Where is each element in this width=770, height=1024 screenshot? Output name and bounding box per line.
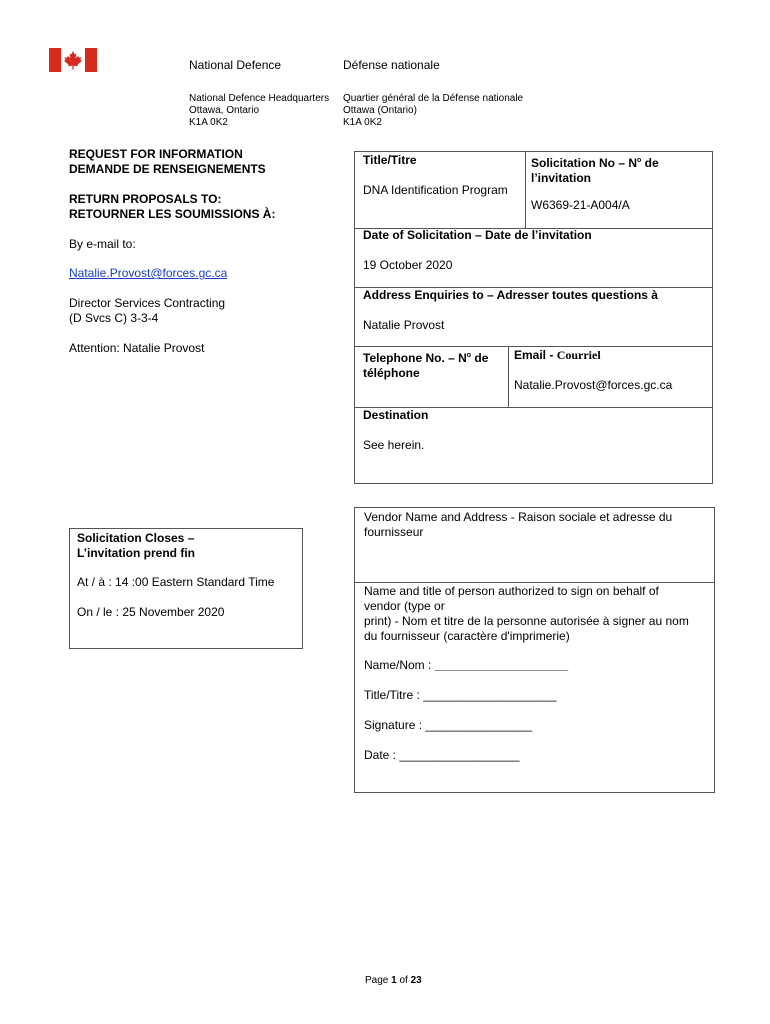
enquiries-label: Address Enquiries to – Adresser toutes questions à (363, 288, 658, 302)
closes-label-fr: L’invitation prend fin (77, 546, 195, 560)
page-total: 23 (410, 975, 422, 986)
sol-label-sup: o (637, 157, 642, 164)
page-number (365, 975, 422, 987)
date-field[interactable]: Date : __________________ (364, 748, 520, 762)
rfi-heading (69, 147, 266, 177)
auth-label-line: du fournisseur (caractère d'imprimerie) (364, 629, 570, 643)
title-value: DNA Identification Program (363, 183, 508, 197)
tel-label-part: de (471, 351, 489, 365)
page-prefix: Page (365, 975, 392, 986)
director-line: Director Services Contracting (69, 296, 226, 310)
closing-time: At / à : 14 :00 Eastern Standard Time (77, 575, 275, 589)
solicitation-date-label: Date of Solicitation – Date de l’invitation (363, 228, 592, 242)
table-divider (508, 346, 509, 408)
return-proposals-heading (69, 192, 275, 222)
table-divider (354, 346, 713, 347)
sol-label-part: l’invitation (531, 171, 591, 185)
address-fr-line: K1A 0K2 (343, 117, 382, 128)
department-name-fr: Défense nationale (343, 58, 440, 72)
sol-label-part: Solicitation No – N (531, 156, 638, 170)
closing-date: On / le : 25 November 2020 (77, 605, 225, 619)
email-value: Natalie.Provost@forces.gc.ca (514, 378, 673, 392)
authorized-person-label (364, 584, 689, 644)
destination-label: Destination (363, 408, 429, 422)
by-email-label: By e-mail to: (69, 237, 136, 251)
signature-field[interactable]: Signature : ________________ (364, 718, 533, 732)
address-en-line: Ottawa, Ontario (189, 105, 260, 116)
solicitation-date-value: 19 October 2020 (363, 258, 453, 272)
return-heading-fr: RETOURNER LES SOUMISSIONS À: (69, 207, 276, 221)
vendor-label-line: fournisseur (364, 525, 424, 539)
name-field[interactable] (364, 658, 568, 673)
title-label: Title/Titre (363, 153, 417, 167)
auth-label-line: Name and title of person authorized to sign on behalf of (364, 584, 659, 598)
address-en-line: K1A 0K2 (189, 117, 228, 128)
address-en (189, 93, 329, 129)
enquiries-value: Natalie Provost (363, 318, 445, 332)
closes-label-en: Solicitation Closes – (77, 531, 195, 545)
address-fr (343, 93, 523, 129)
email-label-en: Email - (514, 348, 557, 362)
tel-label-part: téléphone (363, 366, 420, 380)
name-field-blank: ____________________ (434, 658, 569, 672)
contact-email-link[interactable]: Natalie.Provost@forces.gc.ca (69, 266, 228, 280)
name-field-label: Name/Nom : (364, 658, 435, 672)
vendor-divider (354, 582, 715, 583)
rfi-heading-fr: DEMANDE DE RENSEIGNEMENTS (69, 162, 266, 176)
email-label-fr: Courriel (556, 348, 601, 362)
auth-label-line: print) - Nom et titre de la personne autorisée à signer au nom (364, 614, 689, 628)
sol-label-part: de (641, 156, 659, 170)
solicitation-closes-label (77, 531, 195, 561)
address-fr-line: Ottawa (Ontario) (343, 105, 417, 116)
department-name-en: National Defence (189, 58, 282, 72)
address-fr-line: Quartier général de la Défense nationale (343, 93, 524, 104)
vendor-name-address-label (364, 510, 672, 540)
telephone-label (363, 348, 488, 381)
solicitation-no-value: W6369-21-A004/A (531, 198, 630, 212)
canada-flag-logo (49, 48, 97, 72)
vendor-label-line: Vendor Name and Address - Raison sociale et adresse du (364, 510, 673, 524)
solicitation-no-label (531, 153, 659, 186)
destination-value: See herein. (363, 438, 425, 452)
attention-line: Attention: Natalie Provost (69, 341, 205, 355)
director-line: (D Svcs C) 3-3-4 (69, 311, 159, 325)
email-label (514, 348, 601, 363)
title-field[interactable]: Title/Titre : ____________________ (364, 688, 557, 702)
auth-label-line: vendor (type or (364, 599, 445, 613)
return-heading-en: RETURN PROPOSALS TO: (69, 192, 222, 206)
address-en-line: National Defence Headquarters (189, 93, 330, 104)
rfi-heading-en: REQUEST FOR INFORMATION (69, 147, 243, 161)
tel-label-part: Telephone No. – N (363, 351, 467, 365)
page-of: of (396, 975, 411, 986)
tel-label-sup: o (466, 352, 472, 359)
page-current: 1 (391, 975, 397, 986)
table-divider (525, 151, 526, 229)
director-block (69, 296, 225, 326)
